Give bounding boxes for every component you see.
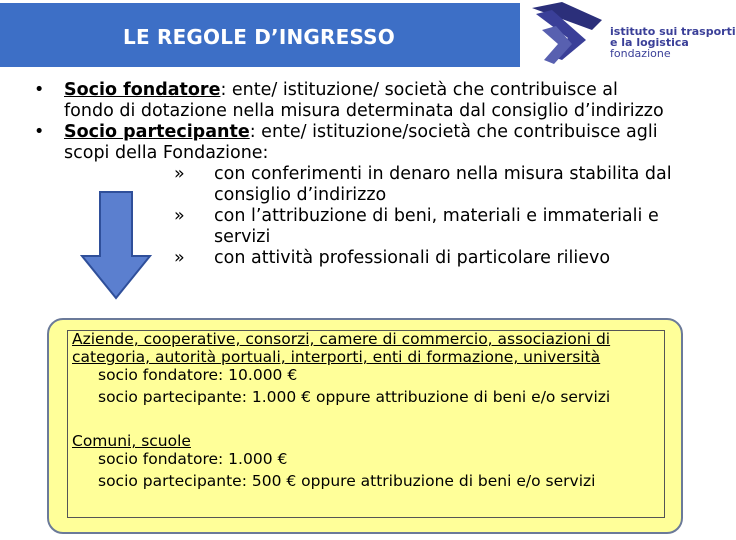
logo-line-1: istituto sui trasporti — [610, 25, 736, 38]
bullet-dot: • — [34, 122, 45, 142]
bullet-text-line-1: : ente/ istituzione/ società che contribuisce al — [220, 80, 618, 100]
group2-partecipante-fee: socio partecipante: 500 € oppure attribuzione di beni e/o servizi — [98, 472, 596, 490]
sub-item-marker: » — [174, 248, 185, 268]
logo — [522, 0, 736, 70]
group1-partecipante-fee: socio partecipante: 1.000 € oppure attribuzione di beni e/o servizi — [98, 388, 611, 406]
logo-line-2: e la logistica — [610, 36, 689, 49]
sub-item-line-2: servizi — [214, 227, 271, 247]
sub-item-line-1: con attività professionali di particolare rilievo — [214, 248, 611, 268]
title-bar — [0, 3, 520, 67]
page-title: LE REGOLE D’INGRESSO — [123, 25, 395, 49]
sub-item-line-1: con l’attribuzione di beni, materiali e immateriali e — [214, 206, 659, 226]
down-arrow-icon — [80, 190, 152, 300]
bullet-dot: • — [34, 80, 45, 100]
bullet-text-line-2: scopi della Fondazione: — [64, 143, 269, 163]
bullet-socio-partecipante — [34, 122, 694, 164]
group2-fondatore-fee: socio fondatore: 1.000 € — [98, 450, 288, 468]
group1-fondatore-fee: socio fondatore: 10.000 € — [98, 366, 298, 384]
bullet-text-line-1: : ente/ istituzione/società che contribuisce agli — [249, 122, 658, 142]
logo-line-3: fondazione — [610, 47, 671, 60]
bullet-text-line-2: fondo di dotazione nella misura determinata dal consiglio d’indirizzo — [64, 101, 664, 121]
sub-item-marker: » — [174, 164, 185, 184]
term-socio-partecipante: Socio partecipante — [64, 122, 250, 142]
bullet-socio-fondatore — [34, 80, 694, 122]
sub-item-line-2: consiglio d’indirizzo — [214, 185, 387, 205]
group2-heading: Comuni, scuole — [72, 432, 191, 450]
logo-mark-icon — [522, 0, 612, 70]
group1-heading-line-1: Aziende, cooperative, consorzi, camere di commercio, associazioni di — [72, 330, 611, 348]
term-socio-fondatore: Socio fondatore — [64, 80, 221, 100]
sub-item-line-1: con conferimenti in denaro nella misura stabilita dal — [214, 164, 672, 184]
sub-item-marker: » — [174, 206, 185, 226]
logo-text — [610, 26, 736, 59]
group1-heading-line-2: categoria, autorità portuali, interporti, enti di formazione, università — [72, 348, 601, 366]
fees-box-text — [72, 330, 672, 490]
